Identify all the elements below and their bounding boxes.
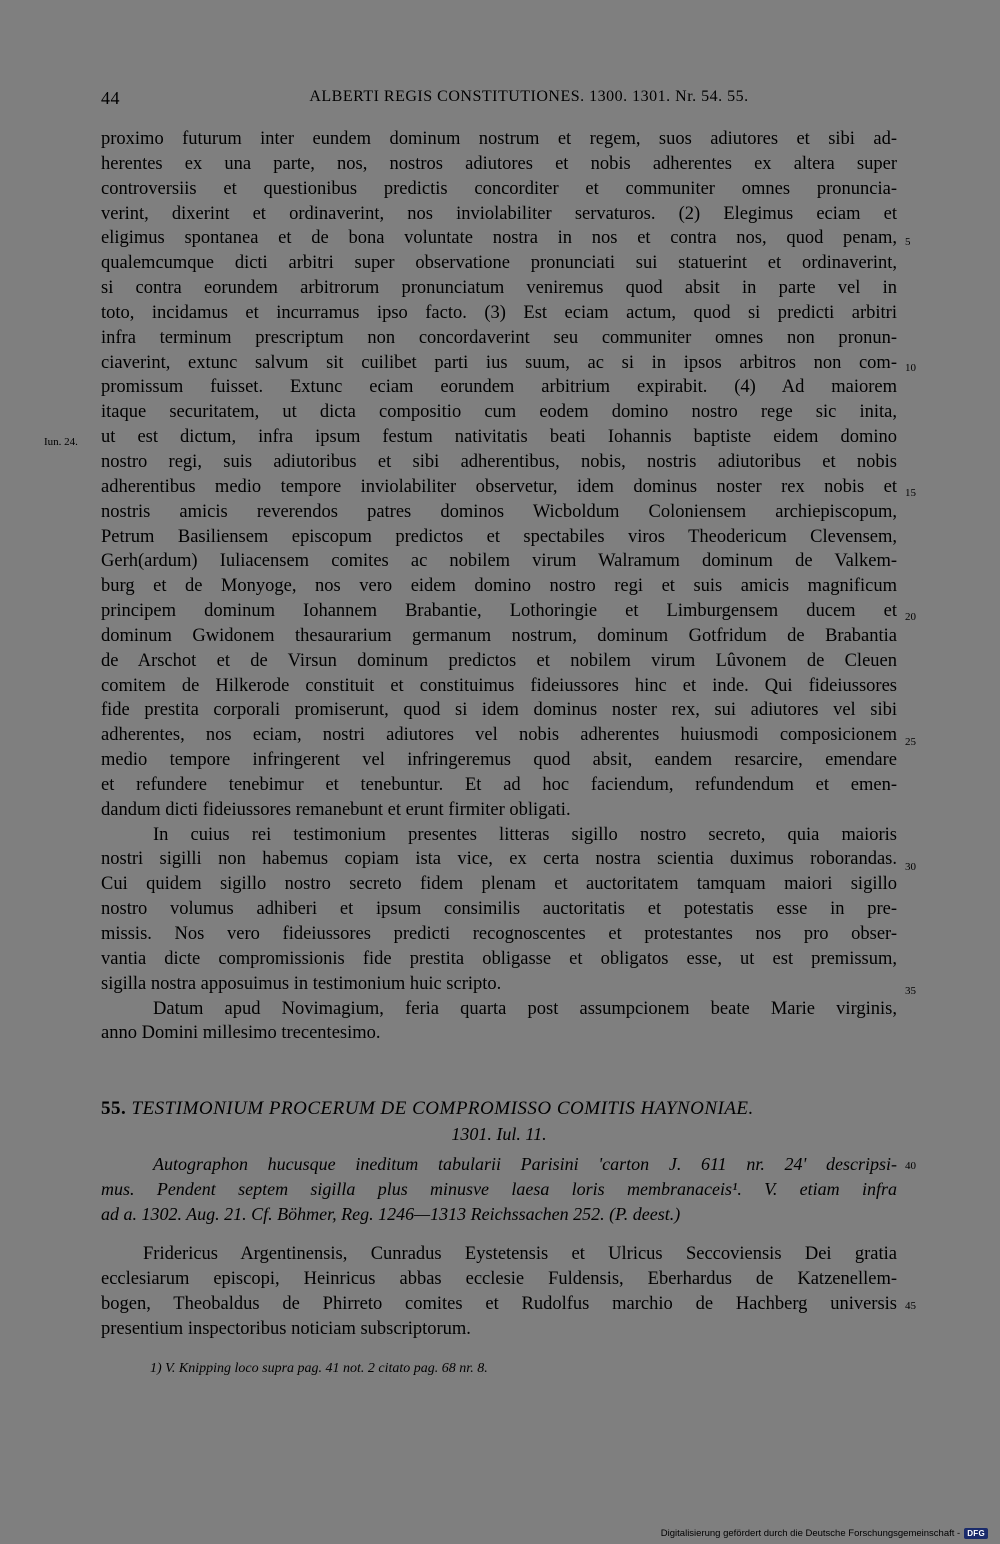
- body-line: vantia dicte compromissionis fide prestita obligasse et obligatos esse, ut est premissum,: [101, 948, 897, 969]
- section-number: 55.: [101, 1098, 127, 1119]
- document-body: [101, 127, 897, 1046]
- body-line: adherentes, nos eciam, nostri adiutores vel nobis adherentes huiusmodi composicionem: [101, 725, 897, 746]
- line-number: 30: [905, 861, 916, 873]
- dfg-logo: DFG: [964, 1528, 988, 1539]
- body-line: controversiis et questionibus predictis concorditer et communiter omnes pronuncia-: [101, 178, 897, 199]
- body-line: infra terminum prescriptum non concordaverint seu communiter omnes non pronun-: [101, 327, 897, 348]
- body-line: medio tempore infringerent vel infringeremus quod absit, eandem resarcire, emendare: [101, 750, 897, 771]
- body-line: fide prestita corporali promiserunt, quod si idem dominus noster rex, sui adiutores vel sibi: [101, 700, 897, 721]
- line-number: 25: [905, 736, 916, 748]
- body-line: sigilla nostra apposuimus in testimonium huic scripto.: [101, 973, 502, 994]
- body-line: comitem de Hilkerode constituit et constituimus fideiussores hinc et inde. Qui fideiussores: [101, 675, 897, 696]
- line-number: 10: [905, 362, 916, 374]
- body-line: ciaverint, extunc salvum sit cuilibet parti ius suum, ac si in ipsos arbitros non com-: [101, 352, 897, 373]
- body-line: verint, dixerint et ordinaverint, nos inviolabiliter servaturos. (2) Elegimus eciam et: [101, 203, 897, 224]
- line-number: 35: [905, 985, 916, 997]
- body-line: toto, incidamus et incurramus ipso facto. (3) Est eciam actum, quod si predicti arbitri: [101, 302, 897, 323]
- credit-text: Digitalisierung gefördert durch die Deutsche Forschungsgemeinschaft -: [660, 1527, 961, 1539]
- body-line: missis. Nos vero fideiussores predicti recognoscentes et protestantes nos pro obser-: [101, 924, 897, 944]
- source-line: mus. Pendent septem sigilla plus minusve laesa loris membranaceis¹. V. etiam infra: [101, 1179, 897, 1199]
- body-line: herentes ex una parte, nos, nostros adiutores et nobis adherentes ex altera super: [101, 153, 897, 174]
- body-line: si contra eorundem arbitrorum pronunciatum veniremus quod absit in parte vel in: [101, 278, 897, 299]
- body-line: eligimus spontanea et de bona voluntate nostra in nos et contra nos, quod penam,: [101, 228, 897, 249]
- body-line: dominum Gwidonem thesaurarium germanum nostrum, dominum Gotfridum de Brabantia: [101, 625, 897, 646]
- body-line: qualemcumque dicti arbitri super observatione pronunciati sui statuerint et ordinaverint,: [101, 253, 897, 274]
- line-number: 20: [905, 611, 916, 623]
- source-note: [101, 1152, 897, 1227]
- document-55-text: [101, 1242, 897, 1342]
- line-number: 15: [905, 487, 916, 499]
- section-heading: TESTIMONIUM PROCERUM DE COMPROMISSO COMITIS HAYNONIAE.: [131, 1098, 754, 1119]
- body-line: itaque securitatem, ut dicta compositio cum eodem domino nostro rege sic inita,: [101, 402, 897, 423]
- body-line: presentium inspectoribus noticiam subscriptorum.: [101, 1319, 471, 1339]
- source-line: ad a. 1302. Aug. 21. Cf. Böhmer, Reg. 1246—1313 Reichssachen 252. (P. deest.): [101, 1204, 681, 1224]
- body-line: ut est dictum, infra ipsum festum nativitatis beati Iohannis baptiste eidem domino: [101, 427, 897, 448]
- body-line: anno Domini millesimo trecentesimo.: [101, 1023, 381, 1044]
- body-line: Petrum Basiliensem episcopum predictos et spectabiles viros Theodericum Clevensem,: [101, 526, 897, 547]
- body-line: nostro volumus adhiberi et ipsum consimilis auctoritatis et potestatis esse in pre-: [101, 899, 897, 920]
- footnote: 1) V. Knipping loco supra pag. 41 not. 2 citato pag. 68 nr. 8.: [150, 1361, 488, 1376]
- body-line: burg et de Monyoge, nos vero eidem domino nostro regi et suis amicis magnificum: [101, 576, 897, 597]
- section-date: 1301. Iul. 11.: [451, 1124, 547, 1144]
- body-line: Datum apud Novimagium, feria quarta post assumpcionem beate Marie virginis,: [153, 998, 897, 1019]
- body-line: Fridericus Argentinensis, Cunradus Eystetensis et Ulricus Seccoviensis Dei gratia: [143, 1244, 897, 1264]
- margin-date-note: Iun. 24.: [44, 436, 78, 448]
- funding-credit: [661, 1526, 988, 1540]
- body-line: nostris amicis reverendos patres dominos Wicboldum Coloniensem archiepiscopum,: [101, 501, 897, 522]
- source-line: Autographon hucusque ineditum tabularii Parisini 'carton J. 611 nr. 24' descripsi-: [153, 1154, 897, 1174]
- running-title: ALBERTI REGIS CONSTITUTIONES. 1300. 1301. Nr. 54. 55.: [309, 88, 749, 105]
- body-line: adherentibus medio tempore inviolabiliter observetur, idem dominus noster rex nobis et: [101, 476, 897, 497]
- body-line: et refundere tenebimur et tenebuntur. Et ad hoc faciendum, refundendum et emen-: [101, 774, 897, 795]
- body-line: In cuius rei testimonium presentes litteras sigillo nostro secreto, quia maioris: [153, 824, 897, 845]
- body-line: ecclesiarum episcopi, Heinricus abbas ecclesie Fuldensis, Eberhardus de Katzenellem-: [101, 1269, 897, 1289]
- body-line: proximo futurum inter eundem dominum nostrum et regem, suos adiutores et sibi ad-: [101, 129, 897, 149]
- body-line: Gerh(ardum) Iuliacensem comites ac nobilem virum Walramum dominum de Valkem-: [101, 551, 897, 572]
- body-line: Cui quidem sigillo nostro secreto fidem plenam et auctoritatem tamquam maiori sigillo: [101, 874, 897, 895]
- body-line: de Arschot et de Virsun dominum predictos et nobilem virum Lûvonem de Cleuen: [101, 650, 897, 671]
- body-line: promissum fuisset. Extunc eciam eorundem arbitrium expirabit. (4) Ad maiorem: [101, 377, 897, 398]
- section-title: [101, 1098, 897, 1120]
- line-number: 40: [905, 1160, 916, 1172]
- page-header: [101, 88, 897, 114]
- page-number: 44: [101, 88, 120, 108]
- body-line: nostro regi, suis adiutoribus et sibi adherentibus, nobis, nostris adiutoribus et nobis: [101, 451, 897, 472]
- body-line: bogen, Theobaldus de Phirreto comites et Rudolfus marchio de Hachberg universis: [101, 1294, 897, 1314]
- body-line: principem dominum Iohannem Brabantie, Lothoringie et Limburgensem ducem et: [101, 601, 897, 622]
- line-number: 5: [905, 236, 911, 248]
- line-number: 45: [905, 1300, 916, 1312]
- body-line: nostri sigilli non habemus copiam ista vice, ex certa nostra scientia duximus roborandas.: [101, 849, 897, 870]
- body-line: dandum dicti fideiussores remanebunt et erunt firmiter obligati.: [101, 799, 571, 820]
